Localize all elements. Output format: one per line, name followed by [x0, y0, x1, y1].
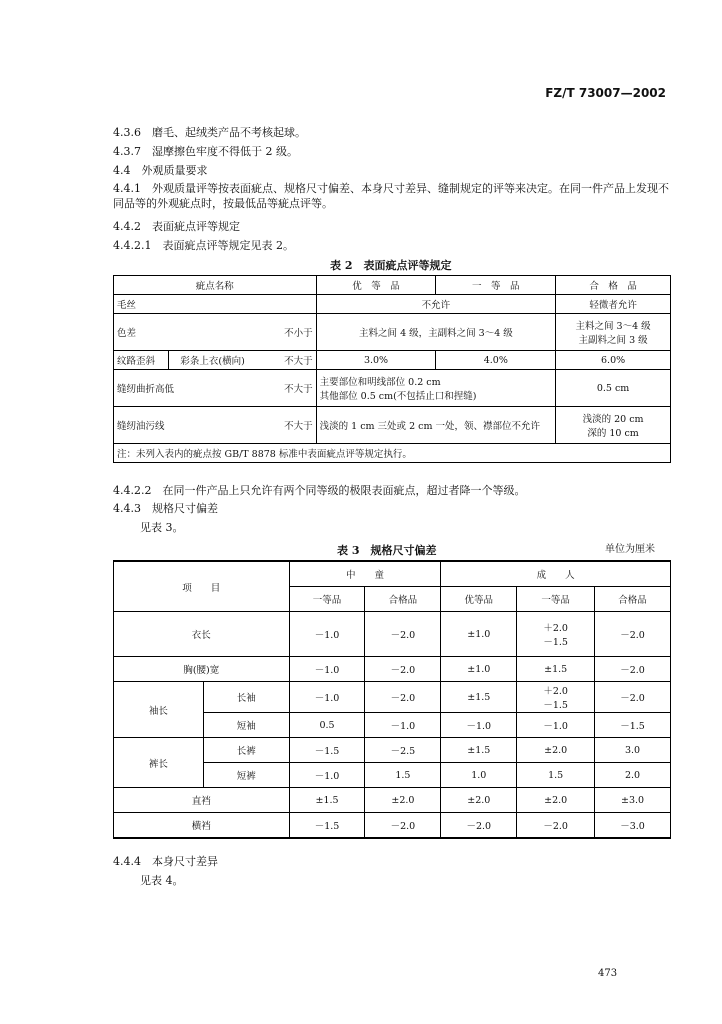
t3-cell: －2.0 — [595, 682, 671, 713]
t3-cell: －2.0 — [365, 813, 441, 839]
t3-duanku-label: 短裤 — [203, 763, 289, 788]
t3-cell: －1.5 — [289, 738, 365, 763]
t2-r5-he: 浅淡的 20 cm 深的 10 cm — [556, 407, 671, 444]
t3-cell: 1.5 — [517, 763, 595, 788]
t2-head-he: 合 格 品 — [556, 276, 671, 295]
t2-r1-name: 毛丝 — [114, 295, 317, 314]
t2-r4-he: 0.5 cm — [556, 370, 671, 407]
t3-cell: －2.0 — [595, 657, 671, 682]
t3-cell: ±1.5 — [441, 682, 517, 713]
t3-head-adult-you: 优等品 — [441, 587, 517, 612]
t3-cell: ±2.0 — [365, 788, 441, 813]
see-table-3: 见表 3。 — [140, 521, 184, 534]
t3-cell: －2.0 — [365, 612, 441, 657]
t3-cell: ±3.0 — [595, 788, 671, 813]
t3-cell: ±1.5 — [289, 788, 365, 813]
standard-number: FZ/T 73007—2002 — [545, 86, 666, 100]
clause-4-4-2: 4.4.2 表面疵点评等规定 — [113, 220, 240, 233]
t3-hengdang-label: 横裆 — [114, 813, 290, 839]
clause-4-3-6: 4.3.6 磨毛、起绒类产品不考核起球。 — [113, 126, 306, 139]
t2-r1-he: 轻微者允许 — [556, 295, 671, 314]
t3-cell: －1.0 — [517, 713, 595, 738]
t3-cell: ±2.0 — [517, 738, 595, 763]
t2-head-you: 优 等 品 — [316, 276, 436, 295]
t3-head-child-he: 合格品 — [365, 587, 441, 612]
t3-yichang-label: 衣长 — [114, 612, 290, 657]
t3-cell: 3.0 — [595, 738, 671, 763]
t2-r3-sub: 彩条上衣(横向) — [168, 351, 256, 370]
clause-4-4-3: 4.4.3 规格尺寸偏差 — [113, 502, 218, 515]
t3-ku-label: 裤长 — [114, 738, 204, 788]
t3-cell: －2.0 — [441, 813, 517, 839]
t3-cell: －1.0 — [289, 612, 365, 657]
t3-head-adult: 成 人 — [441, 561, 671, 587]
t2-r3-yi: 4.0% — [436, 351, 556, 370]
t2-r2-mid: 主料之间 4 级，主副料之间 3～4 级 — [316, 314, 556, 351]
t3-cell: ±2.0 — [517, 788, 595, 813]
t3-cell: ±2.0 — [441, 788, 517, 813]
clause-4-4-4: 4.4.4 本身尺寸差异 — [113, 855, 218, 868]
t2-r3-lim: 不大于 — [256, 351, 316, 370]
t2-r5-name: 缝纫油污线 — [114, 407, 257, 444]
t3-xiu-label: 袖长 — [114, 682, 204, 738]
t2-r5-mid: 浅淡的 1 cm 三处或 2 cm 一处，领、襟部位不允许 — [316, 407, 556, 444]
t3-cell: 1.5 — [365, 763, 441, 788]
t3-cell: －1.5 — [595, 713, 671, 738]
t3-head-adult-he: 合格品 — [595, 587, 671, 612]
t2-r4-name: 缝纫曲折高低 — [114, 370, 257, 407]
table3-unit: 单位为厘米 — [605, 544, 655, 555]
t3-head-child: 中 童 — [289, 561, 441, 587]
t3-cell: ±1.0 — [441, 657, 517, 682]
t3-xiong-label: 胸(腰)宽 — [114, 657, 290, 682]
t3-cell: 2.0 — [595, 763, 671, 788]
t3-cell: －2.0 — [365, 682, 441, 713]
clause-4-4-2-1: 4.4.2.1 表面疵点评等规定见表 2。 — [113, 239, 294, 252]
clause-4-4-2-2: 4.4.2.2 在同一件产品上只允许有两个同等级的极限表面疵点，超过者降一个等级。 — [113, 484, 526, 497]
t3-head-child-yi: 一等品 — [289, 587, 365, 612]
clause-4-4-1: 4.4.1 外观质量评等按表面疵点、规格尺寸偏差、本身尺寸差异、缝制规定的评等来决定。在同一件产品上发现不同品等的外观疵点时，按最低品等疵点评等。 — [113, 182, 669, 210]
t3-cell: ±1.5 — [517, 657, 595, 682]
t3-changku-label: 长裤 — [203, 738, 289, 763]
clause-4-3-7: 4.3.7 湿摩擦色牢度不得低于 2 级。 — [113, 145, 298, 158]
clause-4-4: 4.4 外观质量要求 — [113, 164, 208, 177]
t3-cell: －1.0 — [441, 713, 517, 738]
t3-cell: －2.0 — [517, 813, 595, 839]
t3-cell: ＋2.0 －1.5 — [517, 682, 595, 713]
t2-head-name: 疵点名称 — [114, 276, 317, 295]
t3-cell: －1.0 — [289, 682, 365, 713]
t2-r5-lim: 不大于 — [256, 407, 316, 444]
t2-r3-he: 6.0% — [556, 351, 671, 370]
t2-r3-you: 3.0% — [316, 351, 436, 370]
see-table-4: 见表 4。 — [140, 874, 184, 887]
t3-cell: －1.0 — [289, 763, 365, 788]
t2-r4-lim: 不大于 — [256, 370, 316, 407]
t2-r4-mid: 主要部位和明线部位 0.2 cm 其他部位 0.5 cm(不包括止口和捏缝) — [316, 370, 556, 407]
t3-cell: 1.0 — [441, 763, 517, 788]
t3-duanxiu-label: 短袖 — [203, 713, 289, 738]
t2-note: 注：未列入表内的疵点按 GB/T 8878 标准中表面疵点评等规定执行。 — [114, 444, 671, 463]
t3-head-item: 项 目 — [114, 561, 290, 612]
table2-caption: 表 2 表面疵点评等规定 — [330, 259, 452, 272]
t3-cell: －1.0 — [289, 657, 365, 682]
t2-r3-name: 纹路歪斜 — [114, 351, 169, 370]
table3-caption: 表 3 规格尺寸偏差 — [337, 544, 437, 557]
t2-r2-he: 主料之间 3～4 级 主副料之间 3 级 — [556, 314, 671, 351]
t3-cell: ＋2.0 －1.5 — [517, 612, 595, 657]
t3-cell: －1.0 — [365, 713, 441, 738]
t3-cell: －2.0 — [595, 612, 671, 657]
t3-cell: －1.5 — [289, 813, 365, 839]
t3-cell: ±1.0 — [441, 612, 517, 657]
t2-r1-mid: 不允许 — [316, 295, 556, 314]
t3-head-adult-yi: 一等品 — [517, 587, 595, 612]
t2-r2-name: 色差 — [114, 314, 257, 351]
t2-r2-lim: 不小于 — [256, 314, 316, 351]
page-number: 473 — [598, 968, 618, 979]
t3-changxiu-label: 长袖 — [203, 682, 289, 713]
t3-cell: －3.0 — [595, 813, 671, 839]
t3-cell: －2.0 — [365, 657, 441, 682]
table3 — [113, 560, 671, 839]
t2-head-yi: 一 等 品 — [436, 276, 556, 295]
t3-cell: 0.5 — [289, 713, 365, 738]
t3-cell: －2.5 — [365, 738, 441, 763]
t3-zhidang-label: 直裆 — [114, 788, 290, 813]
table2 — [113, 275, 671, 463]
t3-cell: ±1.5 — [441, 738, 517, 763]
